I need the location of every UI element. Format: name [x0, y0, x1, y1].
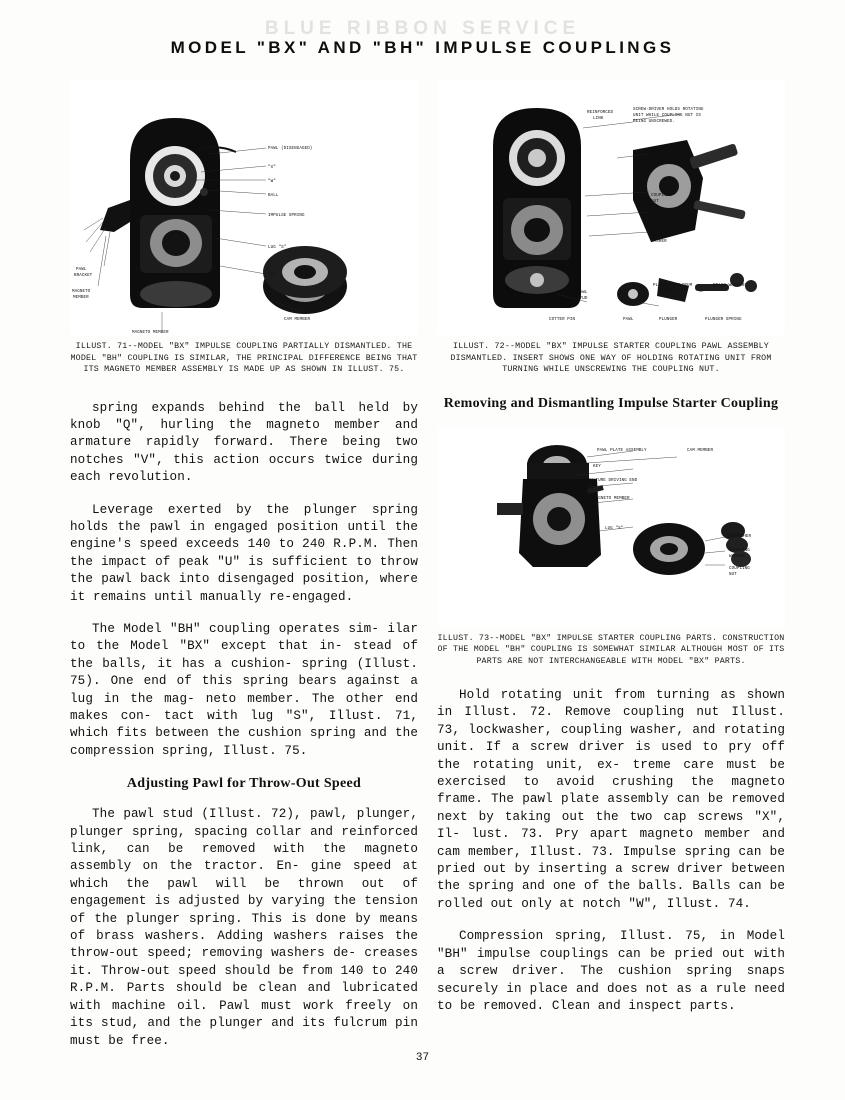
svg-text:REINFORCED: REINFORCED: [587, 111, 614, 115]
svg-text:COUPLING: COUPLING: [651, 234, 672, 238]
svg-text:LUG "S": LUG "S": [605, 526, 624, 531]
svg-text:BRASS WASHERS: BRASS WASHERS: [713, 284, 747, 288]
svg-text:BALL: BALL: [268, 194, 279, 198]
paragraph: Hold rotating unit from turning as shown in Illust. 72. Remove coupling nut Illust. 73, lockwasher, coupling washer, and rotating unit. If a screw driver is used to pry off the rotating unit, ex- treme care must be exercised to avoid crushing the magneto frame. The pawl plate assembly can be removed next by taking out the two cap screws "X", Il- lust. 73. Pry apart magneto member and cam member, Illust. 73. Impulse spring can be pried out by inserting a screw driver between the spring and one of the balls. Balls can be rolled out only at notch "W", Illust. 74.: [437, 688, 785, 911]
subhead-adjusting-pawl: Adjusting Pawl for Throw-Out Speed: [126, 776, 362, 792]
svg-text:WASHER: WASHER: [729, 554, 745, 559]
svg-text:"U": "U": [268, 274, 276, 278]
svg-text:BEING UNSCREWED.: BEING UNSCREWED.: [633, 120, 675, 124]
svg-text:PLUNGER SPRING: PLUNGER SPRING: [705, 318, 742, 322]
svg-text:WASHER: WASHER: [651, 240, 667, 244]
svg-text:CAM MEMBER: CAM MEMBER: [284, 318, 311, 322]
svg-text:LOCKWASHER: LOCKWASHER: [725, 534, 752, 539]
paragraph: The Model "BH" coupling operates sim- ilar to the Model "BX" except that in- stead of the balls, it has a cushion- spring (Illust. 75). One end of this spring bears against a lug in the mag- neto member. The other end makes con- tact with lug "S", Illust. 71, which fits between the cushion spring and the compression spring, Illust. 75.: [70, 621, 418, 758]
right-column: [437, 80, 785, 1030]
svg-text:"X": "X": [268, 166, 276, 170]
illust-73-caption: ILLUST. 73--MODEL "BX" IMPULSE STARTER COUPLING PARTS. CONSTRUCTION OF THE MODEL "BH" COUPLING IS SOMEWHAT SIMILAR ALTHOUGH MOST OF ITS PARTS ARE NOT INTERCHANGEABLE WITH MODEL "BX" PARTS.: [437, 633, 785, 666]
svg-text:MAGNETO MEMBER: MAGNETO MEMBER: [132, 331, 169, 335]
subhead-removing-dismantling: Removing and Dismantling Impulse Starter Coupling: [443, 395, 779, 411]
illust-73-image: [437, 427, 785, 627]
paragraph: Leverage exerted by the plunger spring holds the pawl in engaged position until the engine's speed exceeds 140 to 240 R.P.M. Then the impact of peak "U" is sufficient to throw the pawl back into disengaged position, where it remains until manually re-engaged.: [70, 502, 418, 604]
svg-text:ARMATURE DRIVING END: ARMATURE DRIVING END: [585, 478, 638, 483]
illust-71-caption: ILLUST. 71--MODEL "BX" IMPULSE COUPLING PARTIALLY DISMANTLED. THE MODEL "BH" COUPLING IS SIMILAR, THE PRINCIPAL DIFFERENCE BEING THAT ITS MAGNETO MEMBER ASSEMBLY IS MADE UP AS SHOWN IN ILLUST. 75.: [70, 342, 418, 374]
svg-text:COLLAR: COLLAR: [651, 158, 667, 162]
paragraph: Compression spring, Illust. 75, in Model "BH" impulse couplings can be pried out with a screw driver. The cushion spring snaps securely in place and does not as a rule need to be removed. Clean and inspect parts.: [437, 929, 785, 1013]
svg-text:PLUNGER FULCRUM: PLUNGER FULCRUM: [653, 284, 693, 288]
left-body-text: [70, 400, 418, 1050]
svg-text:MEMBER: MEMBER: [73, 296, 89, 300]
illust-73-artwork: [437, 427, 785, 627]
svg-text:PAWL: PAWL: [577, 291, 588, 295]
illust-72-caption: ILLUST. 72--MODEL "BX" IMPULSE STARTER COUPLING PAWL ASSEMBLY DISMANTLED. INSERT SHOWS ONE WAY OF HOLDING ROTATING UNIT FROM TURNING WHILE UNSCREWING THE COUPLING NUT.: [450, 342, 772, 374]
svg-text:COTTER PIN: COTTER PIN: [549, 318, 576, 322]
svg-text:KEY: KEY: [593, 464, 601, 469]
svg-text:NUT: NUT: [651, 200, 659, 204]
svg-text:PAWL (DISENGAGED): PAWL (DISENGAGED): [268, 147, 313, 151]
figure-illust-72: [437, 80, 785, 376]
svg-text:STUD: STUD: [577, 297, 588, 301]
svg-text:PLUNGER: PLUNGER: [659, 318, 678, 322]
svg-text:PAWL PLATE ASSEMBLY: PAWL PLATE ASSEMBLY: [597, 448, 647, 453]
paragraph: spring expands behind the ball held by knob "Q", hurling the magneto member and armature rapidly forward. There being two notches "V", this action occurs twice during each revolution.: [70, 400, 418, 485]
svg-text:LINK: LINK: [593, 117, 604, 121]
svg-text:BRACKET: BRACKET: [74, 274, 93, 278]
svg-text:IMPULSE SPRING: IMPULSE SPRING: [268, 214, 305, 218]
page-number: 37: [415, 1052, 430, 1064]
svg-text:PAWL: PAWL: [76, 268, 87, 272]
svg-text:COUPLING: COUPLING: [729, 548, 750, 553]
svg-text:PAWL: PAWL: [623, 318, 634, 322]
figure-illust-73: [437, 427, 785, 668]
figure-illust-71: [70, 80, 418, 376]
paragraph: The pawl stud (Illust. 72), pawl, plunger, plunger spring, spacing collar and reinforced link, can be removed with the magneto assembly on the tractor. En- gine speed at which the pawl will be thrown out of engagement is adjusted by varying the tension of the plunger spring. This is done by means of brass washers. Adding washers raises the throw-out speed; removing washers de- creases it. Throw-out speed should be from 140 to 240 R.P.M. Parts should be clean and lubricated with machine oil. Pawl must work freely on its stud, and the plunger and its fulcrum pin must be free.: [70, 807, 418, 1048]
svg-text:LUG "S": LUG "S": [268, 246, 287, 250]
svg-text:ROTATING: ROTATING: [651, 214, 672, 218]
illust-72-image: [437, 80, 785, 335]
page-title: MODEL "BX" AND "BH" IMPULSE COUPLINGS: [170, 38, 675, 57]
svg-text:PIN: PIN: [665, 290, 673, 294]
svg-text:MAGNETO: MAGNETO: [72, 290, 91, 294]
svg-text:CAM MEMBER: CAM MEMBER: [687, 448, 714, 453]
right-body-text: [437, 687, 785, 1015]
illust-72-artwork: [437, 80, 785, 335]
svg-text:NUT: NUT: [729, 572, 737, 577]
svg-text:"W": "W": [268, 180, 276, 184]
svg-text:UNIT WHILE COUPLING NUT IS: UNIT WHILE COUPLING NUT IS: [633, 114, 701, 118]
illust-71-image: [70, 80, 418, 335]
svg-text:MAGNETO MEMBER: MAGNETO MEMBER: [593, 496, 630, 501]
svg-text:SCREW-DRIVER HOLDS ROTATING: SCREW-DRIVER HOLDS ROTATING: [633, 108, 704, 112]
svg-text:UNIT: UNIT: [651, 220, 662, 224]
left-column: [70, 80, 418, 1065]
svg-text:COUPLING: COUPLING: [729, 566, 750, 571]
ghost-header-text: BLUE RIBBON SERVICE: [264, 18, 581, 39]
svg-text:SPACING: SPACING: [651, 152, 670, 156]
illust-71-artwork: [70, 80, 418, 335]
svg-text:COUPLING: COUPLING: [651, 194, 672, 198]
